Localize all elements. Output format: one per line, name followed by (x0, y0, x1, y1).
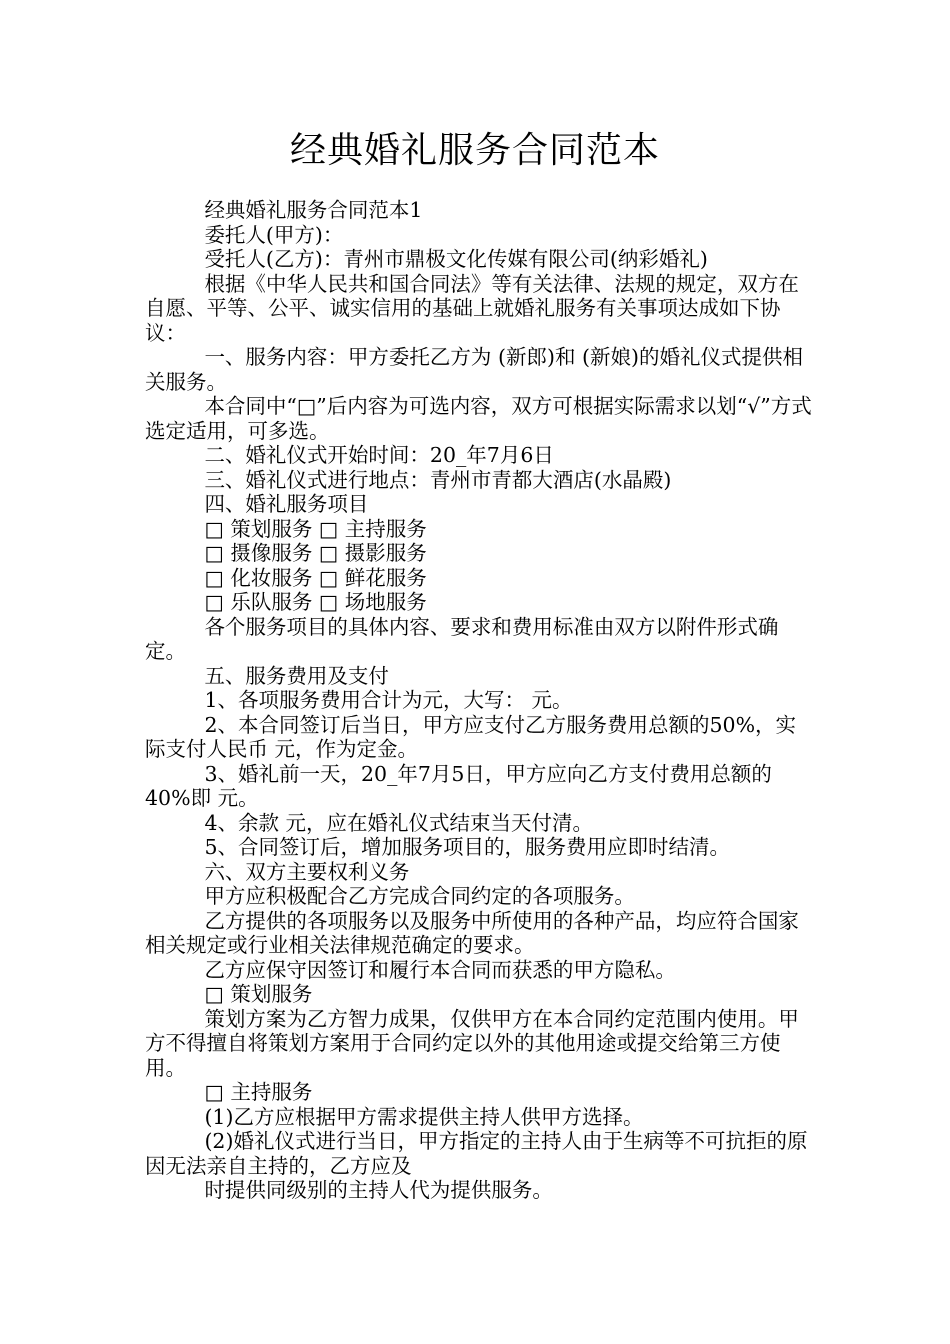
paragraph: 根据《中华人民共和国合同法》等有关法律、法规的规定，双方在自愿、平等、公平、诚实信用的基础上就婚礼服务有关事项达成如下协议： (145, 271, 799, 345)
paragraph: 经典婚礼服务合同范本1 (204, 198, 423, 222)
checkbox-line: □ 化妆服务 □ 鲜花服务 (204, 565, 427, 590)
checkbox-line: □ 摄像服务 □ 摄影服务 (204, 541, 427, 565)
paragraph: 四、婚礼服务项目 (204, 492, 369, 516)
paragraph: 5、合同签订后，增加服务项目的，服务费用应即时结清。 (204, 835, 730, 859)
paragraph: 六、双方主要权利义务 (204, 859, 410, 884)
paragraph: 本合同中“□”后内容为可选内容，双方可根据实际需求以划“√”方式选定适用，可多选。 (145, 394, 812, 443)
paragraph: 乙方应保守因签订和履行本合同而获悉的甲方隐私。 (204, 957, 676, 982)
paragraph: 4、余款 元，应在婚礼仪式结束当天付清。 (204, 810, 593, 835)
paragraph: 时提供同级别的主持人代为提供服务。 (204, 1178, 553, 1202)
paragraph: 二、婚礼仪式开始时间：20_年7月6日 (204, 443, 554, 467)
paragraph: 2、本合同签订后当日，甲方应支付乙方服务费用总额的50%，实际支付人民币 元，作为定金。 (145, 712, 797, 761)
paragraph: 三、婚礼仪式进行地点：青州市青都大酒店(水晶殿) (204, 467, 672, 492)
checkbox-line: □ 策划服务 □ 主持服务 (204, 516, 427, 541)
document-body (145, 198, 813, 1203)
paragraph: (1)乙方应根据甲方需求提供主持人供甲方选择。 (204, 1104, 644, 1129)
paragraph: 受托人(乙方)：青州市鼎极文化传媒有限公司(纳彩婚礼) (204, 247, 708, 271)
checkbox-line: □ 乐队服务 □ 场地服务 (204, 590, 427, 614)
paragraph: 策划方案为乙方智力成果，仅供甲方在本合同约定范围内使用。甲方不得擅自将策划方案用于合同约定以外的其他用途或提交给第三方使用。 (145, 1006, 799, 1080)
paragraph: 1、各项服务费用合计为元，大写： 元。 (204, 688, 573, 712)
paragraph: (2)婚礼仪式进行当日，甲方指定的主持人由于生病等不可抗拒的原因无法亲自主持的，乙方应及 (145, 1129, 808, 1178)
paragraph: 甲方应积极配合乙方完成合同约定的各项服务。 (204, 884, 635, 908)
paragraph: 3、婚礼前一天，20_年7月5日，甲方应向乙方支付费用总额的40%即 元。 (145, 761, 772, 810)
paragraph: 五、服务费用及支付 (204, 663, 389, 688)
paragraph: 乙方提供的各项服务以及服务中所使用的各种产品，均应符合国家相关规定或行业相关法律规范确定的要求。 (145, 908, 799, 957)
paragraph: 一、服务内容：甲方委托乙方为 (新郎)和 (新娘)的婚礼仪式提供相关服务。 (145, 345, 803, 394)
paragraph: 委托人(甲方)： (204, 222, 344, 247)
document-title: 经典婚礼服务合同范本 (289, 130, 660, 171)
checkbox-line: □ 策划服务 (204, 982, 313, 1006)
checkbox-line: □ 主持服务 (204, 1080, 313, 1104)
paragraph: 各个服务项目的具体内容、要求和费用标准由双方以附件形式确定。 (145, 614, 779, 663)
